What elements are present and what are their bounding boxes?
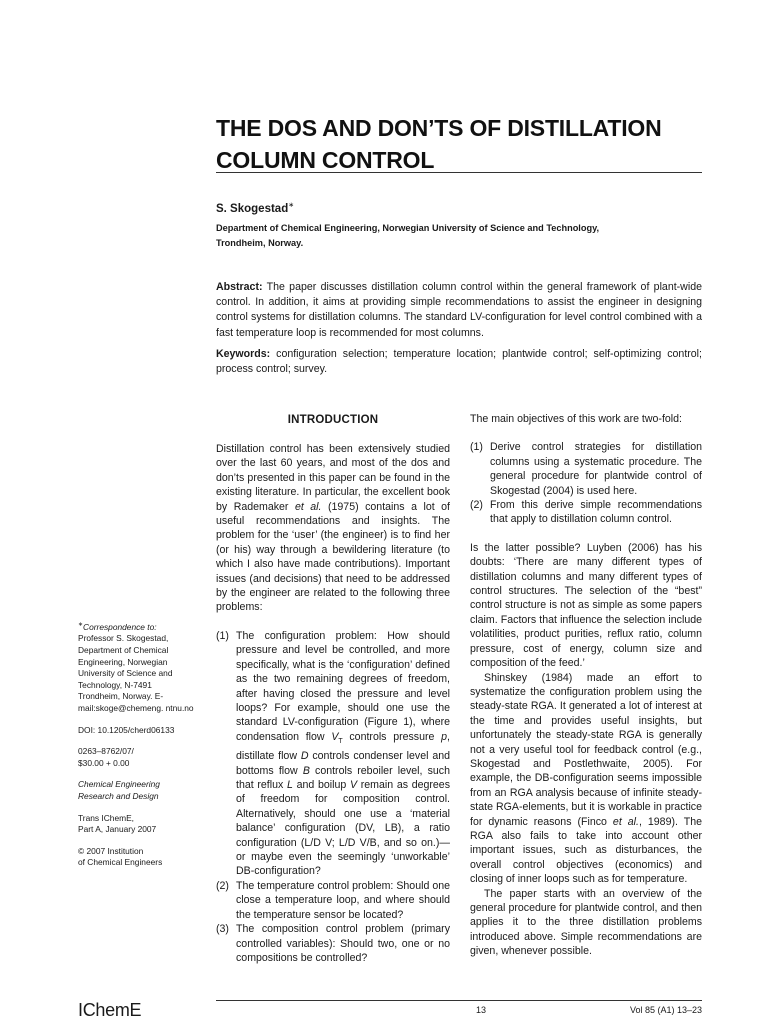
- section-heading-introduction: INTRODUCTION: [287, 414, 379, 426]
- list-item-text: The composition control problem (primary controlled variables): Should two, one or no compositions be controlled?: [236, 923, 450, 964]
- list-item-text: From this derive simple recommendations that apply to distillation column control.: [490, 499, 702, 526]
- correspondence-label-text: Correspondence to:: [83, 621, 157, 632]
- list-item-number: (3): [216, 923, 229, 936]
- list-item-text: The temperature control problem: Should one close a temperature loop, and where should the temperature sensor be located?: [236, 879, 450, 921]
- list-item-text: Derive control strategies for distillation columns using a systematic procedure. The general procedure for plantwide control of Skogestad (2004) is used here.: [490, 441, 702, 497]
- list-item-text: remain as degrees of freedom for composition control. Alternatively, should one use a ‘material balance’ configuration (DV, LB), a ratio configuration (L/D V; L/D V/B, and so on.)—or maybe even the seemingly ‘unworkable’ DB-configuration?: [236, 779, 450, 878]
- left-column: [216, 412, 450, 965]
- affiliation-line-1: Department of Chemical Engineering, Norwegian University of Science and Technology,: [216, 223, 600, 233]
- author-name: S. Skogestad: [216, 202, 289, 215]
- list-item: [216, 922, 450, 965]
- list-item: [216, 879, 450, 922]
- body-paragraph: [470, 671, 702, 887]
- keywords: [216, 347, 702, 377]
- doi: DOI: 10.1205/cherd06133: [78, 724, 175, 735]
- intro-text-a: Distillation control has been extensively studied over the last 60 years, and most of the dos and don’ts presented in this paper can be found in the existing literature. In particular, the excellent book by Rademaker: [216, 443, 450, 513]
- body-etal: et al.: [612, 815, 639, 828]
- keywords-label: Keywords:: [216, 348, 271, 360]
- intro-text-b: (1975) contains a lot of useful recommendations and insights. The problem for the ‘user’ (the engineer) is to find her (or his) way through a bewildering literature (to which I also have made contributions). Important issues (and decisions) that need to be addressed by the engineer are related to the following three problems:: [216, 500, 450, 614]
- list-item-number: (2): [470, 499, 483, 512]
- abstract: [216, 280, 702, 341]
- symbol-d: D: [300, 750, 309, 763]
- title-line-1: THE DOS AND DON’TS OF DISTILLATION: [216, 115, 662, 141]
- article-sidebar: [78, 620, 194, 879]
- trans-line-2: Part A, January 2007: [78, 824, 157, 835]
- correspondence-mark: ∗: [78, 622, 84, 628]
- symbol-vt: V: [331, 730, 339, 743]
- list-item-number: (1): [216, 629, 229, 642]
- trans-info: [78, 813, 194, 836]
- list-item: [216, 629, 450, 879]
- list-item: [470, 498, 702, 527]
- affiliation: [216, 221, 696, 251]
- list-item-number: (1): [470, 441, 483, 454]
- intro-etal: et al.: [294, 500, 322, 513]
- volume-info: Vol 85 (A1) 13–23: [629, 1005, 702, 1015]
- symbol-vt-sub: T: [338, 737, 343, 745]
- body-paragraph: The paper starts with an overview of the general procedure for plantwide control, and then applies it to the three distillation problems introduced above. Simple recommendations are given, whenever possible.: [470, 887, 702, 958]
- journal-name: [78, 779, 194, 802]
- list-item-text: controls pressure: [342, 730, 442, 743]
- body-text-b: , 1989). The RGA also fails to take into account other important issues, such as disturbances, the overall control objectives (economics) and closing of inner loops such as for temperature.: [470, 815, 702, 886]
- objectives-lead: The main objectives of this work are two-fold:: [470, 413, 682, 425]
- symbol-l: L: [286, 779, 293, 792]
- issn-line-2: $30.00 + 0.00: [78, 757, 130, 768]
- symbol-v: V: [349, 779, 358, 792]
- copyright-line-1: © 2007 Institution: [78, 845, 144, 856]
- body-text-a: Shinskey (1984) made an effort to systematize the configuration problem using the steady-state RGA. It generated a lot of interest at the time and provides useful insights, but unfortunately the steady-state RGA is generally not a very useful tool for feedback control (e.g., Skogestad and Postlethwaite, 2005). For example, the DB-configuration seems impossible from an RGA analysis because of infinite steady-state RGA-elements, but it is workable in practice for dynamic reasons (Finco: [470, 671, 702, 828]
- list-item: [470, 440, 702, 498]
- page-number: 13: [476, 1005, 487, 1015]
- issn-line-1: 0263–8762/07/: [78, 746, 134, 757]
- title-rule: [216, 172, 702, 173]
- abstract-text: The paper discusses distillation column control within the general framework of plant-wide control. In addition, it aims at providing simple recommendations to assist the engineer in designing control systems for distillation columns. The standard LV-configuration for level control combined with a fast temperature loop is recommended for most columns.: [216, 281, 702, 339]
- list-item-text: and boilup: [292, 779, 350, 792]
- list-item-text: controls reboiler level, such that reflux: [236, 764, 450, 792]
- journal-line-2: Research and Design: [78, 790, 159, 801]
- copyright: [78, 846, 194, 869]
- issn: [78, 746, 194, 769]
- symbol-b: B: [302, 764, 310, 777]
- list-item-text: controls condenser level and bottoms flow: [236, 750, 450, 777]
- symbol-p: p: [441, 730, 448, 743]
- paper-title: [216, 112, 686, 176]
- author-correspondence-mark: ∗: [288, 202, 295, 209]
- abstract-label: Abstract:: [216, 281, 263, 293]
- problem-list: [216, 629, 450, 965]
- keywords-text: configuration selection; temperature location; plantwide control; self-optimizing control; process control; survey.: [216, 348, 702, 376]
- list-item-text: The configuration problem: How should pressure and level be controlled, and more specifically, what is the ‘configuration’ defined as the two remaining degrees of freedom, after having closed the pressure and level loops? For example, should one use the standard LV-configuration (Figure 1), where condensation flow: [236, 629, 450, 743]
- correspondence-body: Professor S. Skogestad, Department of Chemical Engineering, Norwegian University of Science and Technology, N-7491 Trondheim, Norway. E-mail:skoge@chemeng. ntnu.no: [78, 633, 194, 713]
- trans-line-1: Trans IChemE,: [78, 812, 135, 823]
- list-item-number: (2): [216, 879, 229, 892]
- title-line-2: COLUMN CONTROL: [216, 147, 435, 173]
- body-paragraph: Is the latter possible? Luyben (2006) has his doubts: ‘There are many different types of distillation columns and many different types of control structures. The selection of the “best” control structure is not as simple as some papers claim. Factors that influence the selection include volatilities, product purities, reflux ratio, column pressure, cost of energy, column size and composition of the feed.’: [470, 541, 702, 670]
- objectives-list: [470, 440, 702, 526]
- journal-line-1: Chemical Engineering: [78, 779, 160, 790]
- right-column: [470, 412, 702, 959]
- publisher-logo: IChemE: [78, 1000, 142, 1020]
- correspondence-label: [78, 620, 194, 633]
- copyright-line-2: of Chemical Engineers: [78, 857, 163, 868]
- intro-paragraph: [216, 442, 450, 615]
- affiliation-line-2: Trondheim, Norway.: [216, 238, 304, 248]
- list-item-text: , distillate flow: [236, 730, 450, 763]
- author: [216, 201, 294, 215]
- footer-rule: [216, 1000, 702, 1001]
